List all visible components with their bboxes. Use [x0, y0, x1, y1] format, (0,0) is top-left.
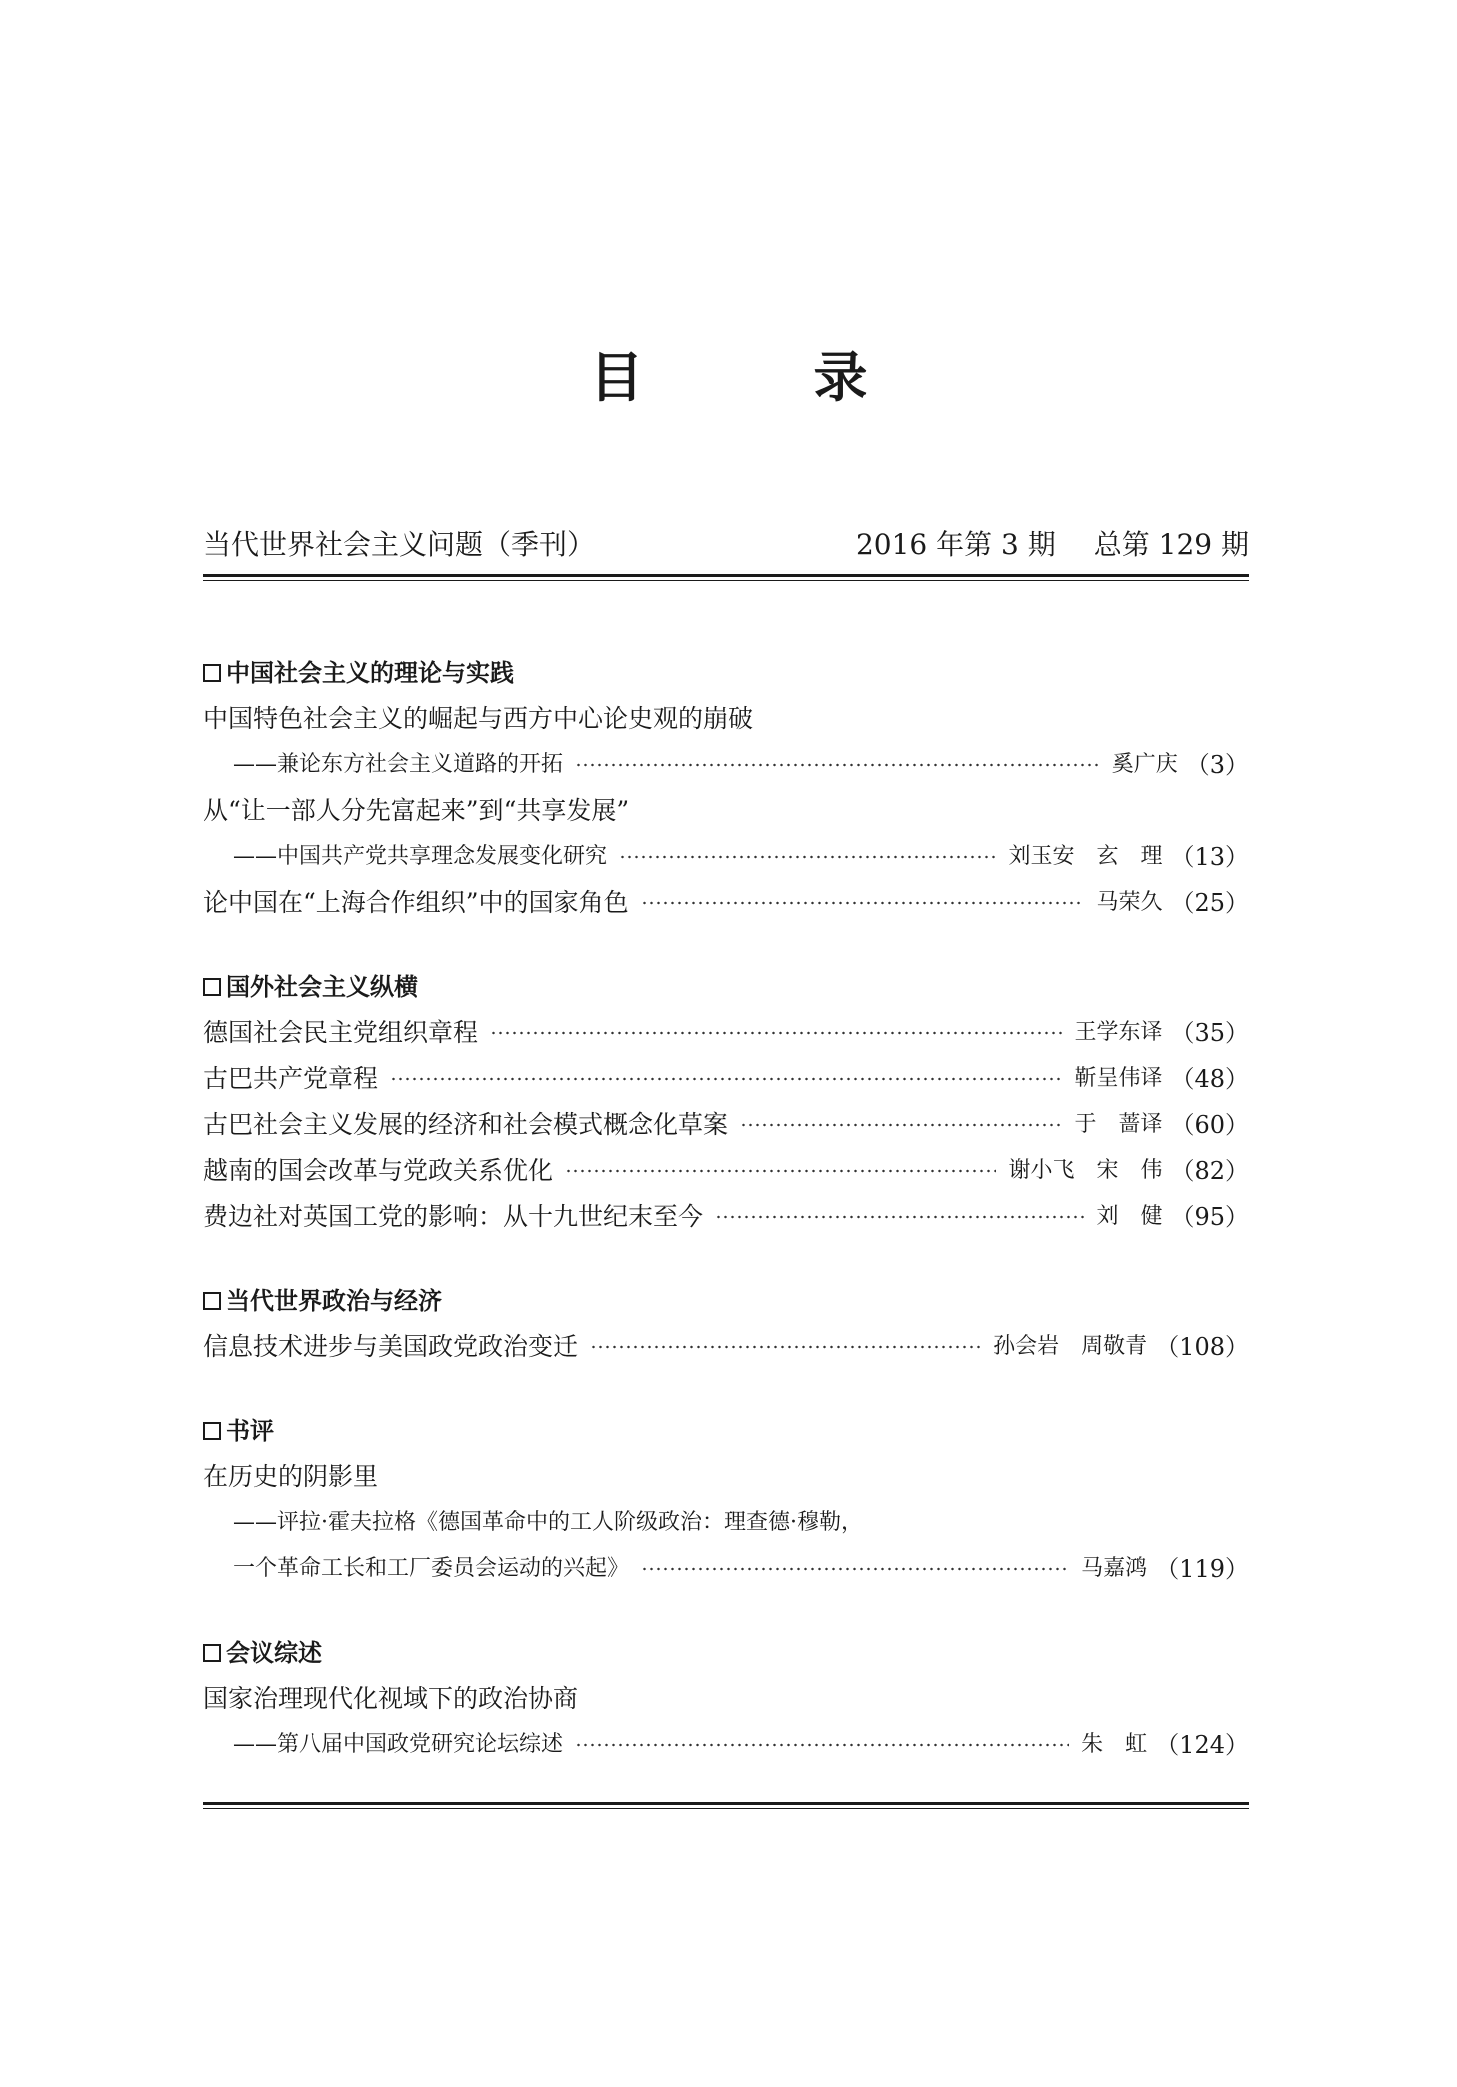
- dot-leader: [390, 1077, 1062, 1081]
- toc-entry[interactable]: ——兼论东方社会主义道路的开拓 奚广庆 （3）: [203, 742, 1249, 788]
- section-heading: 书评: [203, 1408, 1249, 1454]
- toc-entry[interactable]: ——第八届中国政党研究论坛综述 朱 虹 （124）: [203, 1722, 1249, 1768]
- page-number: （119）: [1155, 1555, 1249, 1583]
- page-title: [0, 338, 1457, 408]
- page-number: （3）: [1185, 751, 1249, 779]
- page-number: （124）: [1155, 1731, 1249, 1759]
- dot-leader: [619, 855, 996, 859]
- dot-leader: [740, 1123, 1062, 1127]
- dot-leader: [575, 763, 1100, 767]
- page-number: （48）: [1170, 1065, 1249, 1093]
- checkbox-square-icon: [203, 978, 221, 996]
- header-rule-thick: [203, 574, 1249, 577]
- total-issue-number: 总第 129 期: [1093, 528, 1249, 561]
- checkbox-square-icon: [203, 1422, 221, 1440]
- dot-leader: [565, 1169, 996, 1173]
- toc-entry[interactable]: 德国社会民主党组织章程 王学东译 （35）: [203, 1010, 1249, 1056]
- title-char-1: 目: [589, 345, 644, 409]
- toc-entry-title[interactable]: 从“让一部人分先富起来”到“共享发展”: [203, 796, 630, 825]
- journal-name: 当代世界社会主义问题（季刊）: [203, 528, 596, 561]
- toc-entry[interactable]: ——中国共产党共享理念发展变化研究 刘玉安 玄 理 （13）: [203, 834, 1249, 880]
- footer-rule-thick: [203, 1802, 1249, 1805]
- dot-leader: [715, 1215, 1084, 1219]
- toc-entry-title[interactable]: 国家治理现代化视域下的政治协商: [203, 1684, 579, 1713]
- page-number: （95）: [1170, 1203, 1249, 1231]
- toc-entry-title[interactable]: 在历史的阴影里: [203, 1462, 379, 1491]
- toc-entry-subtitle[interactable]: ——评拉·霍夫拉格《德国革命中的工人阶级政治：理查德·穆勒，: [233, 1510, 863, 1535]
- toc-entry-title[interactable]: 中国特色社会主义的崛起与西方中心论史观的崩破: [203, 704, 754, 733]
- page-number: （25）: [1170, 889, 1249, 917]
- section-heading: 国外社会主义纵横: [203, 964, 1249, 1010]
- dot-leader: [590, 1345, 981, 1349]
- dot-leader: [641, 1567, 1069, 1571]
- checkbox-square-icon: [203, 1292, 221, 1310]
- page-number: （35）: [1170, 1019, 1249, 1047]
- page-number: （82）: [1170, 1157, 1249, 1185]
- page-number: （13）: [1170, 843, 1249, 871]
- toc-entry[interactable]: 论中国在“上海合作组织”中的国家角色 马荣久 （25）: [203, 880, 1249, 926]
- toc-entry[interactable]: 古巴共产党章程 靳呈伟译 （48）: [203, 1056, 1249, 1102]
- page-number: （108）: [1155, 1333, 1249, 1361]
- header-rule-thin: [203, 580, 1249, 581]
- journal-header: [203, 522, 1249, 568]
- toc-entry[interactable]: 信息技术进步与美国政党政治变迁 孙会岩 周敬青 （108）: [203, 1324, 1249, 1370]
- dot-leader: [490, 1031, 1062, 1035]
- section-heading: 中国社会主义的理论与实践: [203, 650, 1249, 696]
- toc-entry[interactable]: 越南的国会改革与党政关系优化 谢小飞 宋 伟 （82）: [203, 1148, 1249, 1194]
- section-heading: 会议综述: [203, 1630, 1249, 1676]
- toc: [203, 650, 1249, 1768]
- toc-entry[interactable]: 费边社对英国工党的影响：从十九世纪末至今 刘 健 （95）: [203, 1194, 1249, 1240]
- title-char-2: 录: [813, 345, 868, 409]
- footer-rule-thin: [203, 1808, 1249, 1809]
- issue-number: 2016 年第 3 期: [855, 528, 1056, 561]
- checkbox-square-icon: [203, 664, 221, 682]
- page-number: （60）: [1170, 1111, 1249, 1139]
- toc-entry[interactable]: 一个革命工长和工厂委员会运动的兴起》 马嘉鸿 （119）: [203, 1546, 1249, 1592]
- section-heading: 当代世界政治与经济: [203, 1278, 1249, 1324]
- issue-info: [856, 522, 1249, 568]
- dot-leader: [641, 901, 1085, 905]
- dot-leader: [575, 1743, 1069, 1747]
- toc-entry[interactable]: 古巴社会主义发展的经济和社会模式概念化草案 于 蔷译 （60）: [203, 1102, 1249, 1148]
- checkbox-square-icon: [203, 1644, 221, 1662]
